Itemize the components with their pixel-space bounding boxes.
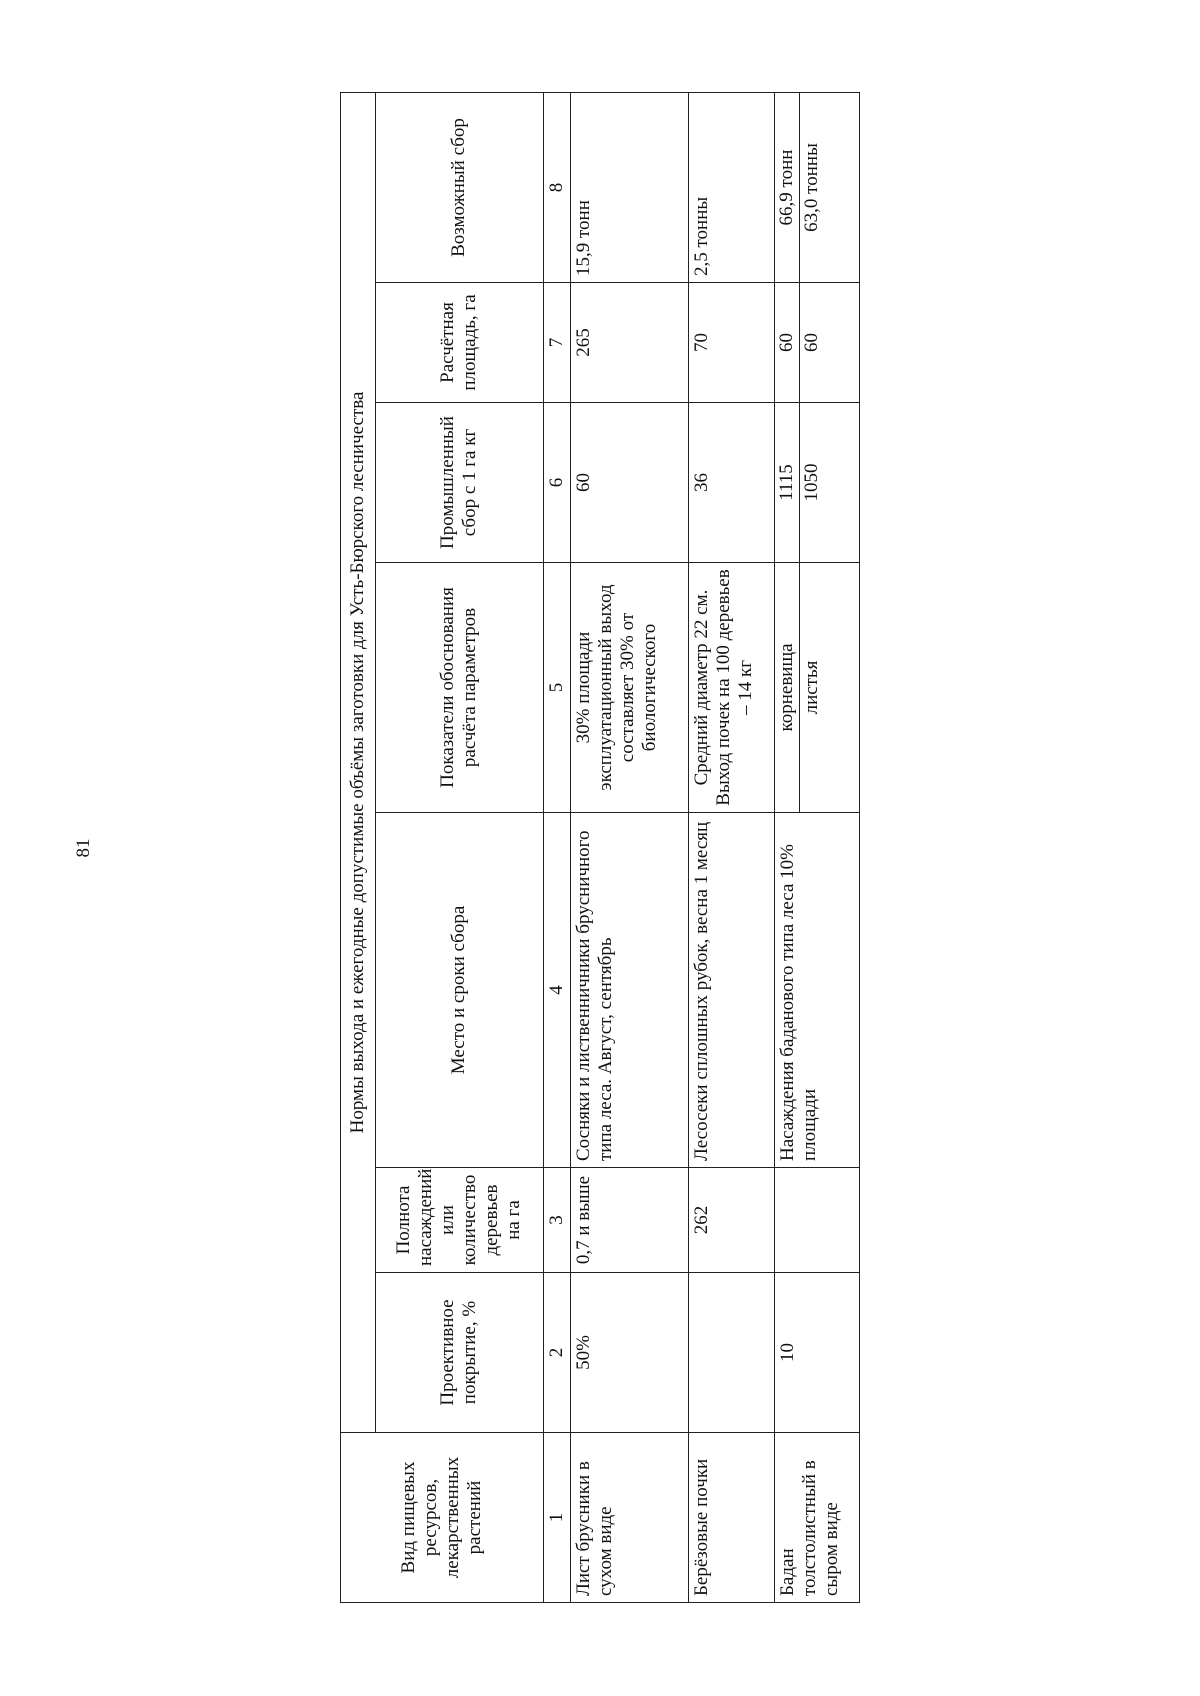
cell-possible-harvest: 2,5 тонны (688, 92, 774, 282)
header-resource-type: Вид пищевых ресурсов, лекарственных растений (341, 1433, 544, 1603)
table-row (571, 92, 688, 1602)
yield-part-rhizomes: 1115 (775, 464, 797, 501)
cell-yield-per-ha: 36 (688, 403, 774, 563)
cell-resource-type: Лист брусники в сухом виде (571, 1433, 688, 1603)
cell-yield-per-ha (774, 403, 859, 563)
cell-possible-harvest (774, 92, 859, 282)
cell-area: 265 (571, 283, 688, 403)
norms-table (340, 92, 860, 1603)
cell-resource-type: Берёзовые почки (688, 1433, 774, 1603)
table-row (688, 92, 774, 1602)
harvest-part-rhizomes: 66,9 тонн (775, 149, 797, 226)
column-number: 2 (543, 1273, 571, 1433)
header-projective-cover: Проективное покрытие, % (375, 1273, 543, 1433)
basis-part-leaves: листья (799, 563, 824, 812)
cell-resource-type: Бадан толстолистный в сыром виде (774, 1433, 859, 1603)
cell-place-and-dates: Лесосеки сплошных рубок, весна 1 месяц (688, 813, 774, 1168)
cell-calculation-basis (774, 563, 859, 813)
table-title: Нормы выхода и ежегодные допустимые объёмы заготовки для Усть-Бюрского лесничества (341, 92, 376, 1432)
cell-projective-cover: 50% (571, 1273, 688, 1433)
column-number: 5 (543, 563, 571, 813)
header-place-and-dates: Место и сроки сбора (375, 813, 543, 1168)
page-number: 81 (73, 838, 94, 858)
cell-area: 70 (688, 283, 774, 403)
cell-stand-density (774, 1168, 859, 1273)
header-stand-density: Полнота насаждений или количество деревьев на га (375, 1168, 543, 1273)
column-number: 3 (543, 1168, 571, 1273)
header-area: Расчётная площадь, га (375, 283, 543, 403)
cell-place-and-dates: Сосняки и лиственничники брусничного типа леса. Август, сентябрь (571, 813, 688, 1168)
area-part-rhizomes: 60 (775, 333, 797, 352)
basis-part-rhizomes: корневища (775, 643, 797, 732)
cell-calculation-basis: Средний диаметр 22 см. Выход почек на 100 деревьев – 14 кг (688, 563, 774, 813)
cell-possible-harvest: 15,9 тонн (571, 92, 688, 282)
harvest-part-leaves: 63,0 тонны (799, 93, 824, 282)
header-possible-harvest: Возможный сбор (375, 92, 543, 282)
cell-projective-cover (688, 1273, 774, 1433)
header-calculation-basis: Показатели обоснования расчёта параметров (375, 563, 543, 813)
table-row (774, 92, 859, 1602)
area-part-leaves: 60 (799, 283, 824, 402)
cell-calculation-basis: 30% площади эксплуатационный выход составляет 30% от биологического (571, 563, 688, 813)
cell-place-and-dates: Насаждения баданового типа леса 10% площади (774, 813, 859, 1168)
cell-stand-density: 262 (688, 1168, 774, 1273)
cell-yield-per-ha: 60 (571, 403, 688, 563)
cell-projective-cover: 10 (774, 1273, 859, 1433)
column-number: 4 (543, 813, 571, 1168)
column-number: 8 (543, 92, 571, 282)
header-yield-per-ha: Промышленный сбор с 1 га кг (375, 403, 543, 563)
column-number: 6 (543, 403, 571, 563)
column-number: 7 (543, 283, 571, 403)
yield-part-leaves: 1050 (799, 403, 824, 562)
norms-table-sheet (340, 93, 860, 1603)
column-number: 1 (543, 1433, 571, 1603)
cell-area (774, 283, 859, 403)
cell-stand-density: 0,7 и выше (571, 1168, 688, 1273)
